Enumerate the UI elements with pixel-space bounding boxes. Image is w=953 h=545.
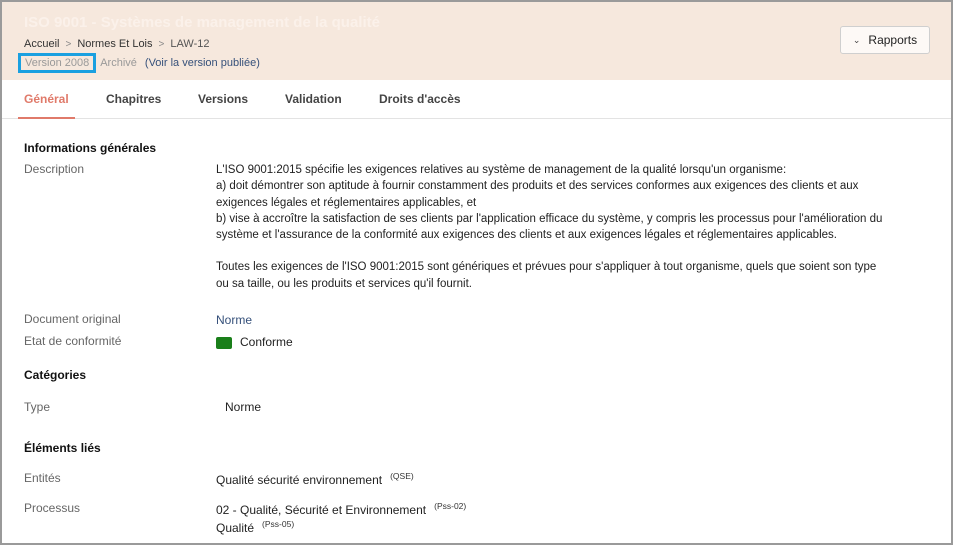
description-line: a) doit démontrer son aptitude à fournir constamment des produits et des services conformes aux exigences des clients et aux exigences légales et réglementaires applicables, et bbox=[216, 180, 859, 209]
original-document-label: Document original bbox=[24, 312, 121, 326]
process-item[interactable] bbox=[216, 519, 294, 535]
compliance-color-swatch bbox=[216, 337, 232, 349]
page-header bbox=[2, 2, 951, 80]
compliance-label: Etat de conformité bbox=[24, 334, 122, 348]
tab-general[interactable]: Général bbox=[24, 80, 69, 118]
page-title: ISO 9001 - Systèmes de management de la qualité bbox=[24, 14, 380, 31]
tab-validation[interactable]: Validation bbox=[285, 92, 342, 106]
section-linked-elements: Éléments liés bbox=[24, 441, 101, 455]
entity-code: (QSE) bbox=[390, 471, 414, 481]
tab-access-rights[interactable]: Droits d'accès bbox=[379, 92, 461, 106]
archived-status: Archivé bbox=[100, 57, 137, 69]
reports-button[interactable] bbox=[840, 26, 930, 54]
process-name: 02 - Qualité, Sécurité et Environnement bbox=[216, 503, 427, 517]
version-badge: Version 2008 bbox=[18, 53, 96, 73]
entities-label: Entités bbox=[24, 471, 61, 485]
process-name: Qualité bbox=[216, 521, 255, 535]
breadcrumb-current: LAW-12 bbox=[170, 38, 210, 50]
entity-name: Qualité sécurité environnement bbox=[216, 473, 383, 487]
breadcrumb bbox=[24, 38, 210, 50]
section-categories: Catégories bbox=[24, 368, 87, 382]
chevron-right-icon: > bbox=[65, 38, 72, 50]
description-text bbox=[216, 162, 886, 292]
description-label: Description bbox=[24, 162, 85, 176]
tab-bar bbox=[2, 80, 951, 119]
process-code: (Pss-05) bbox=[262, 519, 295, 529]
published-version-link[interactable]: (Voir la version publiée) bbox=[144, 57, 260, 69]
compliance-status bbox=[216, 335, 293, 349]
process-item[interactable] bbox=[216, 501, 466, 517]
chevron-down-icon: ⌄ bbox=[852, 34, 861, 45]
description-line: Toutes les exigences de l'ISO 9001:2015 sont génériques et prévues pour s'appliquer à tout organisme, quels que soient son type ou sa taille, ou les produits et services qu'il fournit. bbox=[216, 261, 877, 290]
tab-versions[interactable]: Versions bbox=[198, 92, 249, 106]
process-code: (Pss-02) bbox=[434, 501, 467, 511]
processes-label: Processus bbox=[24, 501, 81, 515]
section-general-info: Informations générales bbox=[24, 141, 157, 155]
original-document-link[interactable]: Norme bbox=[216, 313, 253, 327]
version-line bbox=[18, 53, 260, 73]
breadcrumb-home[interactable]: Accueil bbox=[24, 38, 60, 50]
breadcrumb-laws[interactable]: Normes Et Lois bbox=[77, 38, 153, 50]
chevron-right-icon: > bbox=[158, 38, 165, 50]
type-label: Type bbox=[24, 400, 51, 414]
description-line: L'ISO 9001:2015 spécifie les exigences relatives au système de management de la qualité lorsqu'un organisme: bbox=[216, 164, 787, 176]
compliance-value: Conforme bbox=[240, 335, 293, 349]
type-value: Norme bbox=[225, 400, 262, 414]
tab-chapters[interactable]: Chapitres bbox=[106, 92, 162, 106]
description-line: b) vise à accroître la satisfaction de ses clients par l'application efficace du système, y compris les processus pour l'amélioration du système et l'assurance de la conformité aux exigences des clients et aux exigences légales et réglementaires applicables. bbox=[216, 212, 883, 242]
entity-item[interactable] bbox=[216, 471, 414, 487]
reports-button-label: Rapports bbox=[868, 33, 918, 47]
